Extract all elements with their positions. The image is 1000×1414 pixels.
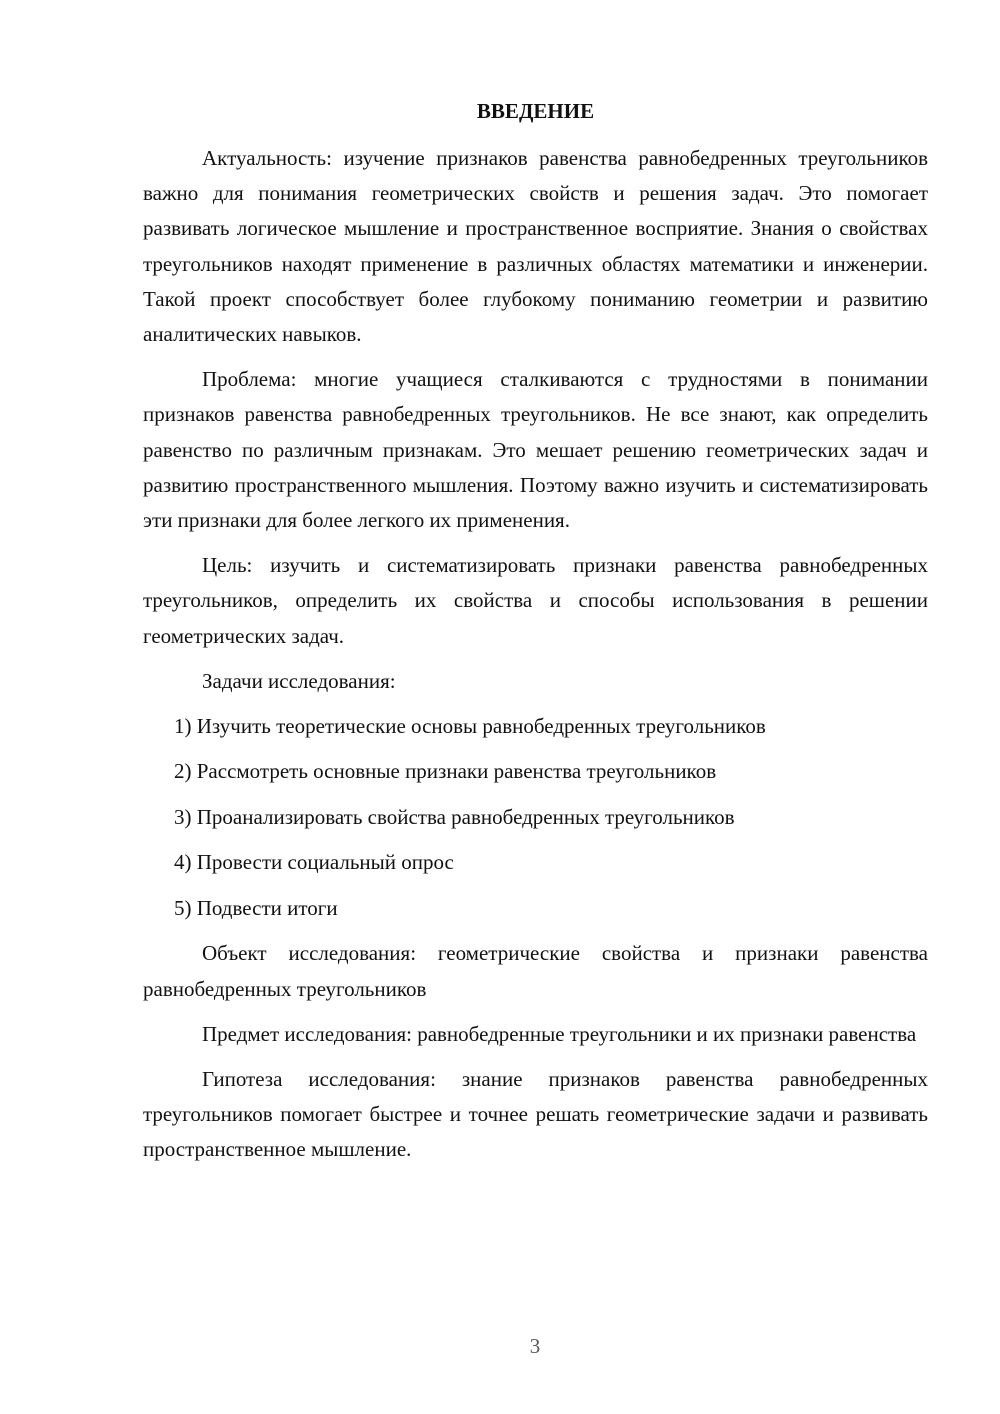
page-number: 3: [529, 1334, 541, 1358]
list-item: 3) Проанализировать свойства равнобедренных треугольников: [174, 804, 735, 829]
list-item: 4) Провести социальный опрос: [174, 850, 454, 875]
paragraph-object: Объект исследования: геометрические свойства и признаки равенства равнобедренных треугольников: [143, 941, 928, 1001]
document-page: [143, 94, 928, 1178]
list-item: 1) Изучить теоретические основы равнобедренных треугольников: [174, 713, 766, 738]
tasks-list: [143, 709, 928, 926]
tasks-heading: Задачи исследования:: [202, 668, 396, 693]
paragraph-problem: Проблема: многие учащиеся сталкиваются с трудностями в понимании признаков равенства равнобедренных треугольников. Не все знают, как определить равенство по различным признакам. Это мешает решению геометрических задач и развитию пространственного мышления. Поэтому важно изучить и систематизировать эти признаки для более легкого их применения.: [143, 367, 928, 533]
paragraph-relevance: Актуальность: изучение признаков равенства равнобедренных треугольников важно для понимания геометрических свойств и решения задач. Это помогает развивать логическое мышление и пространственное восприятие. Знания о свойствах треугольников находят применение в различных областях математики и инженерии. Такой проект способствует более глубокому пониманию геометрии и развитию аналитических навыков.: [143, 146, 928, 347]
paragraph-hypothesis: Гипотеза исследования: знание признаков равенства равнобедренных треугольников помогает быстрее и точнее решать геометрические задачи и развивать пространственное мышление.: [143, 1066, 928, 1162]
list-item: 2) Рассмотреть основные признаки равенства треугольников: [174, 759, 717, 784]
paragraph-goal: Цель: изучить и систематизировать признаки равенства равнобедренных треугольников, определить их свойства и способы использования в решении геометрических задач.: [143, 553, 928, 648]
paragraph-subject: Предмет исследования: равнобедренные треугольники и их признаки равенства: [202, 1021, 917, 1046]
list-item: 5) Подвести итоги: [174, 895, 338, 920]
page-title: ВВЕДЕНИЕ: [476, 99, 595, 123]
